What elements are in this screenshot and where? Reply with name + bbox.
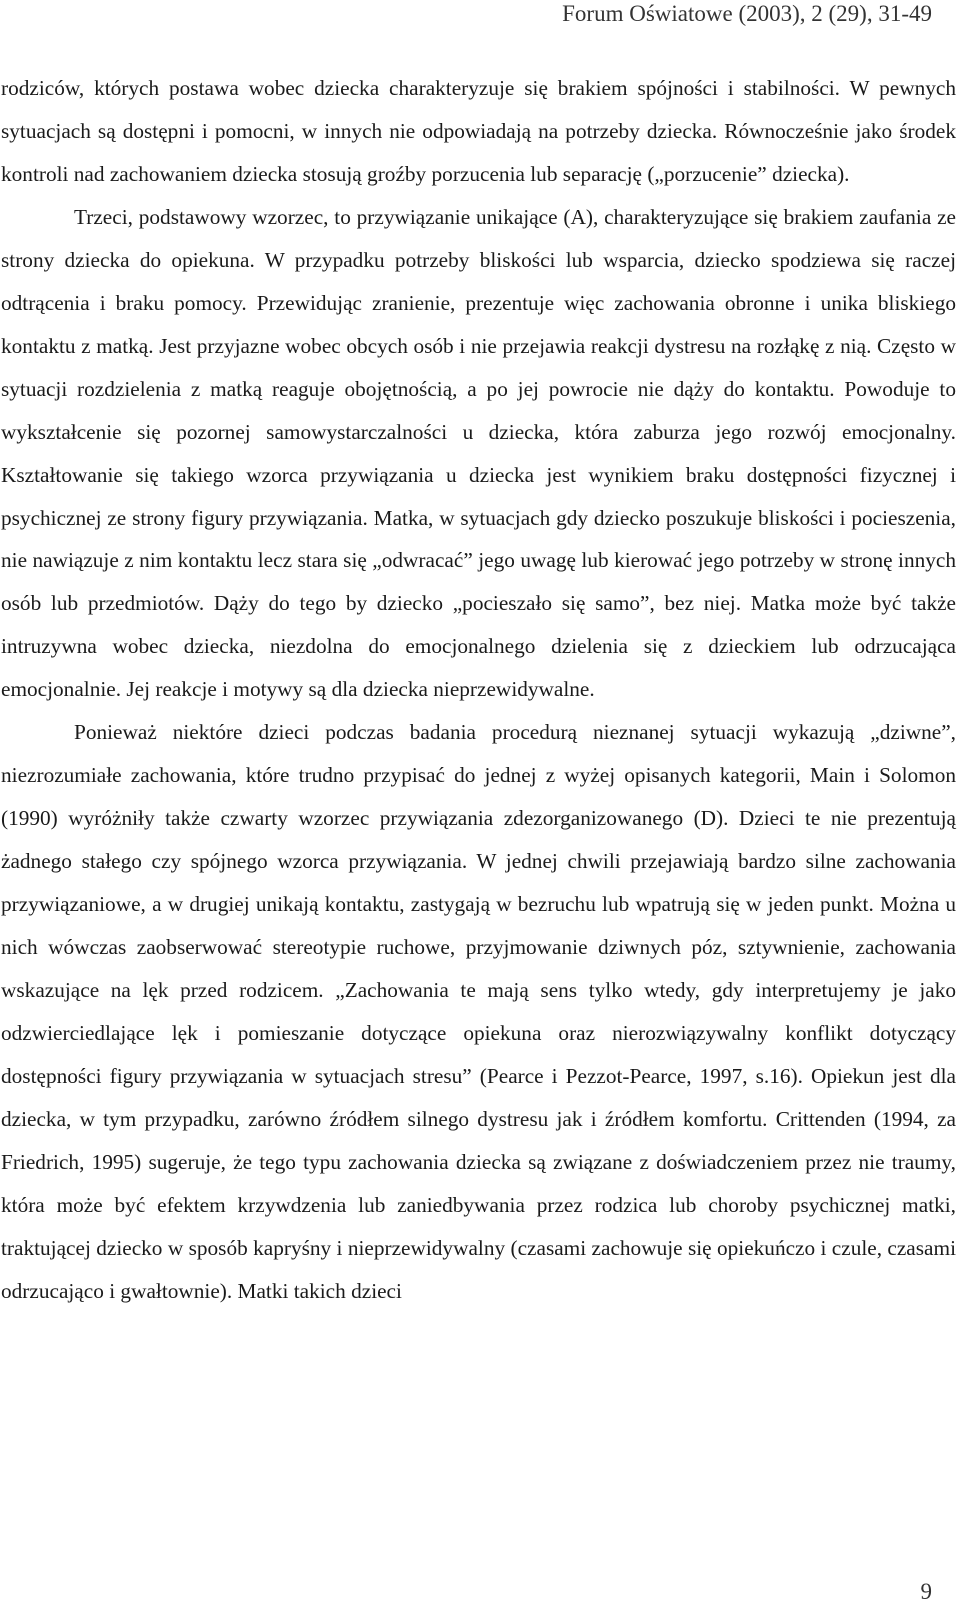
document-body [1, 67, 956, 1313]
paragraph-avoidant-attachment: Trzeci, podstawowy wzorzec, to przywiązanie unikające (A), charakteryzujące się brakiem zaufania ze strony dziecka do opiekuna. W przypadku potrzeby bliskości lub wsparcia, dziecko spodziewa się raczej odtrącenia i braku pomocy. Przewidując zranienie, prezentuje więc zachowania obronne i unika bliskiego kontaktu z matką. Jest przyjazne wobec obcych osób i nie przejawia reakcji dystresu na rozłąkę z nią. Często w sytuacji rozdzielenia z matką reaguje obojętnością, a po jej powrocie nie dąży do kontaktu. Powoduje to wykształcenie się pozornej samowystarczalności u dziecka, która zaburza jego rozwój emocjonalny. Kształtowanie się takiego wzorca przywiązania u dziecka jest wynikiem braku dostępności fizycznej i psychicznej ze strony figury przywiązania. Matka, w sytuacjach gdy dziecko poszukuje bliskości i pocieszenia, nie nawiązuje z nim kontaktu lecz stara się „odwracać” jego uwagę lub kierować jego potrzeby w stronę innych osób lub przedmiotów. Dąży do tego by dziecko „pocieszało się samo”, bez niej. Matka może być także intruzywna wobec dziecka, niezdolna do emocjonalnego dzielenia się z dzieckiem lub odrzucająca emocjonalnie. Jej reakcje i motywy są dla dziecka nieprzewidywalne. [1, 204, 956, 702]
paragraph-continuation: rodziców, których postawa wobec dziecka charakteryzuje się brakiem spójności i stabilności. W pewnych sytuacjach są dostępni i pomocni, w innych nie odpowiadają na potrzeby dziecka. Równocześnie jako środek kontroli nad zachowaniem dziecka stosują groźby porzucenia lub separację („porzucenie” dziecka). [1, 76, 956, 186]
page-number: 9 [920, 1579, 932, 1604]
paragraph-disorganized-attachment: Ponieważ niektóre dzieci podczas badania procedurą nieznanej sytuacji wykazują „dziwne”, niezrozumiałe zachowania, które trudno przypisać do jednej z wyżej opisanych kategorii, Main i Solomon (1990) wyróżniły także czwarty wzorzec przywiązania zdezorganizowanego (D). Dzieci te nie prezentują żadnego stałego czy spójnego wzorca przywiązania. W jednej chwili przejawiają bardzo silne zachowania przywiązaniowe, a w drugiej unikają kontaktu, zastygają w bezruchu lub wpatrują się w jeden punkt. Można u nich wówczas zaobserwować stereotypie ruchowe, przyjmowanie dziwnych póz, sztywnienie, zachowania wskazujące na lęk przed rodzicem. „Zachowania te mają sens tylko wtedy, gdy interpretujemy je jako odzwierciedlające lęk i pomieszanie dotyczące opiekuna oraz nierozwiązywalny konflikt dotyczący dostępności figury przywiązania w sytuacjach stresu” (Pearce i Pezzot-Pearce, 1997, s.16). Opiekun jest dla dziecka, w tym przypadku, zarówno źródłem silnego dystresu jak i źródłem komfortu. Crittenden (1994, za Friedrich, 1995) sugeruje, że tego typu zachowania dziecka są związane z doświadczeniem przez nie traumy, która może być efektem krzywdzenia lub zaniedbywania przez rodzica lub choroby psychicznej matki, traktującej dziecko w sposób kapryśny i nieprzewidywalny (czasami zachowuje się opiekuńczo i czule, czasami odrzucająco i gwałtownie). Matki takich dzieci [1, 720, 956, 1303]
running-header: Forum Oświatowe (2003), 2 (29), 31-49 [562, 1, 932, 26]
